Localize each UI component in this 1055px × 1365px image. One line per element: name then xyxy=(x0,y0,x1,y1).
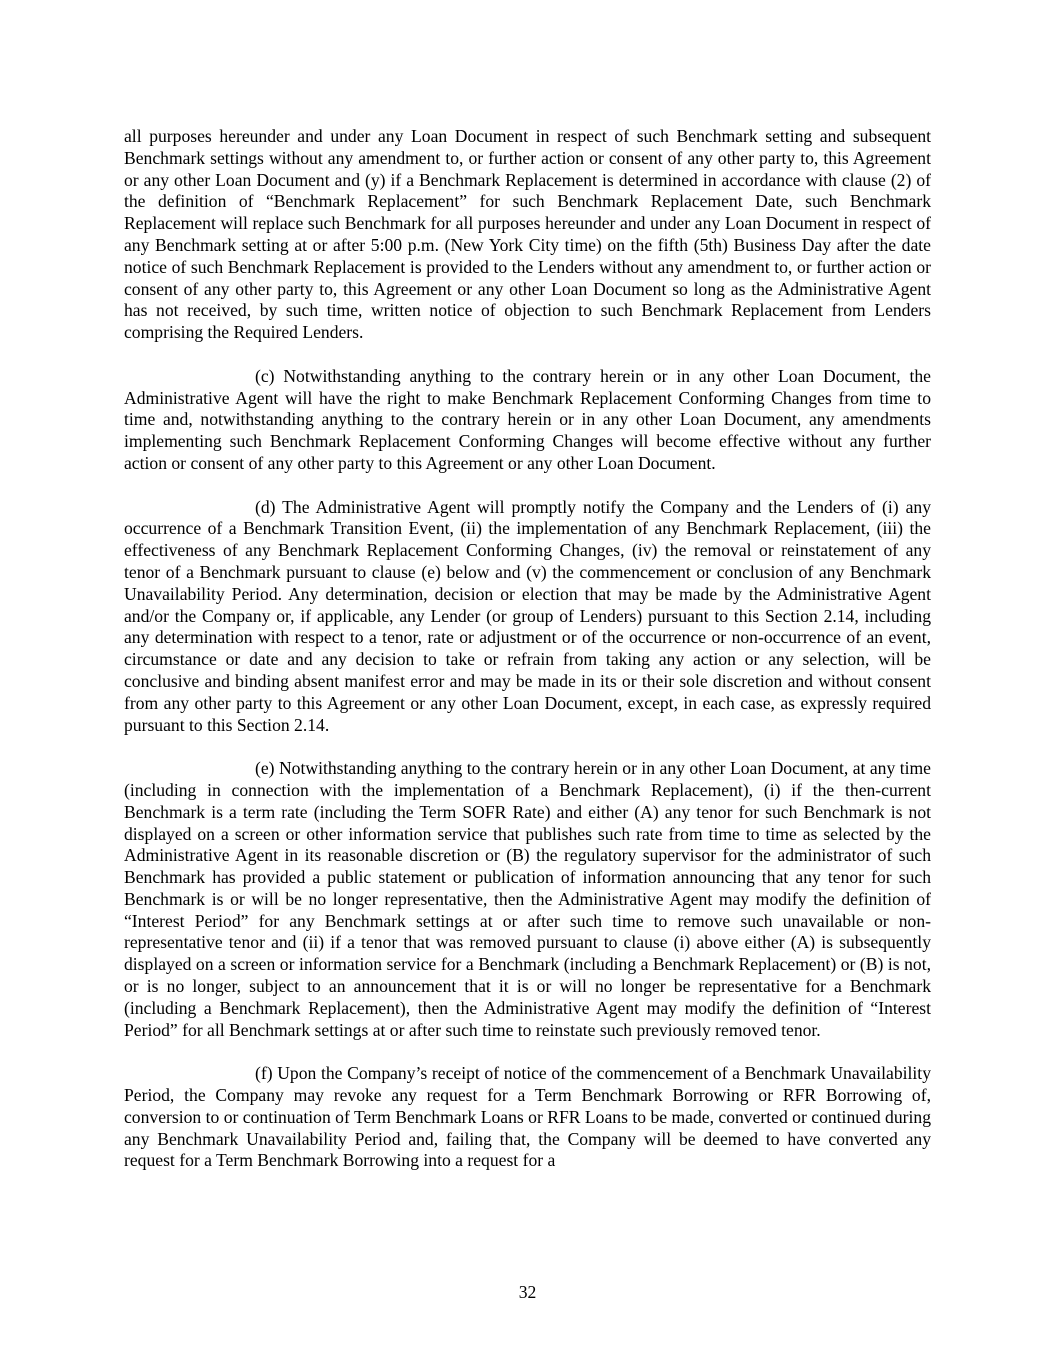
document-body xyxy=(124,126,931,1194)
paragraph-f: (f) Upon the Company’s receipt of notice of the commencement of a Benchmark Unavailability Period, the Company may revoke any request for a Term Benchmark Borrowing or RFR Borrowing of, conversion to or continuation of Term Benchmark Loans or RFR Loans to be made, converted or continued during any Benchmark Unavailability Period and, failing that, the Company will be deemed to have converted any request for a Term Benchmark Borrowing into a request for a xyxy=(124,1063,931,1171)
paragraph-e: (e) Notwithstanding anything to the contrary herein or in any other Loan Document, at any time (including in connection with the implementation of a Benchmark Replacement), (i) if the then-current Benchmark is a term rate (including the Term SOFR Rate) and either (A) any tenor for such Benchmark is not displayed on a screen or other information service that publishes such rate from time to time as selected by the Administrative Agent in its reasonable discretion or (B) the regulatory supervisor for the administrator of such Benchmark has provided a public statement or publication of information announcing that any tenor for such Benchmark is or will be no longer representative, then the Administrative Agent may modify the definition of “Interest Period” for any Benchmark settings at or after such time to remove such unavailable or non-representative tenor and (ii) if a tenor that was removed pursuant to clause (i) above either (A) is subsequently displayed on a screen or information service for a Benchmark (including a Benchmark Replacement) or (B) is not, or is no longer, subject to an announcement that it is or will no longer be representative for a Benchmark (including a Benchmark Replacement), then the Administrative Agent may modify the definition of “Interest Period” for all Benchmark settings at or after such time to reinstate such previously removed tenor. xyxy=(124,758,931,1040)
paragraph-d: (d) The Administrative Agent will promptly notify the Company and the Lenders of (i) any occurrence of a Benchmark Transition Event, (ii) the implementation of any Benchmark Replacement, (iii) the effectiveness of any Benchmark Replacement Conforming Changes, (iv) the removal or reinstatement of any tenor of a Benchmark pursuant to clause (e) below and (v) the commencement or conclusion of any Benchmark Unavailability Period. Any determination, decision or election that may be made by the Administrative Agent and/or the Company or, if applicable, any Lender (or group of Lenders) pursuant to this Section 2.14, including any determination with respect to a tenor, rate or adjustment or of the occurrence or non-occurrence of an event, circumstance or date and any decision to take or refrain from taking any action or any selection, will be conclusive and binding absent manifest error and may be made in its or their sole discretion and without consent from any other party to this Agreement or any other Loan Document, except, in each case, as expressly required pursuant to this Section 2.14. xyxy=(124,496,931,735)
page-number: 32 xyxy=(518,1282,537,1302)
paragraph-c: (c) Notwithstanding anything to the contrary herein or in any other Loan Document, the Administrative Agent will have the right to make Benchmark Replacement Conforming Changes from time to time and, notwithstanding anything to the contrary herein or in any other Loan Document, any amendments implementing such Benchmark Replacement Conforming Changes will become effective without any further action or consent of any other party to this Agreement or any other Loan Document. xyxy=(124,365,931,473)
paragraph-continuation: all purposes hereunder and under any Loan Document in respect of such Benchmark setting and subsequent Benchmark settings without any amendment to, or further action or consent of any other party to, this Agreement or any other Loan Document and (y) if a Benchmark Replacement is determined in accordance with clause (2) of the definition of “Benchmark Replacement” for such Benchmark Replacement Date, such Benchmark Replacement will replace such Benchmark for all purposes hereunder and under any Loan Document in respect of any Benchmark setting at or after 5:00 p.m. (New York City time) on the fifth (5th) Business Day after the date notice of such Benchmark Replacement is provided to the Lenders without any amendment to, or further action or consent of any other party to, this Agreement or any other Loan Document so long as the Administrative Agent has not received, by such time, written notice of objection to such Benchmark Replacement from Lenders comprising the Required Lenders. xyxy=(124,126,931,343)
